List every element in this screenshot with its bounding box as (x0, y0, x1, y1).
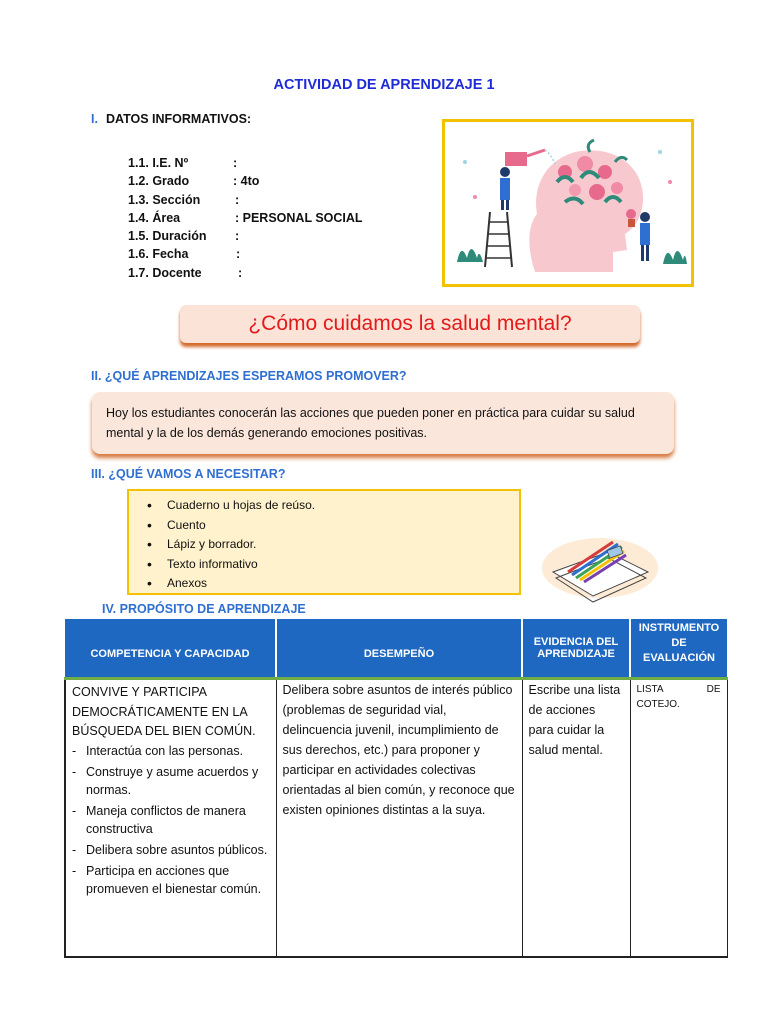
cell-competencia (65, 679, 276, 958)
illustration-graphic (445, 122, 691, 284)
header-evidencia: EVIDENCIA DEL APRENDIZAJE (522, 619, 630, 679)
section-4-heading: IV. PROPÓSITO DE APRENDIZAJE (102, 602, 306, 616)
list-item: - Interactúa con las personas. (72, 742, 270, 760)
datos-key: 1.6. Fecha (128, 247, 189, 262)
section-1-heading (91, 112, 251, 126)
list-item: • Cuaderno u hojas de reúso. (147, 496, 315, 516)
header-competencia: COMPETENCIA Y CAPACIDAD (65, 619, 276, 679)
header-desempeno: DESEMPEÑO (276, 619, 522, 679)
section-1-label: DATOS INFORMATIVOS: (105, 112, 252, 126)
datos-key: 1.3. Sección (128, 192, 201, 207)
section-1-number: I. (91, 112, 98, 126)
datos-value: : (236, 247, 241, 262)
list-item: • Cuento (147, 516, 315, 536)
list-item: • Texto informativo (147, 555, 315, 575)
datos-value: : (238, 265, 243, 280)
table-header-row (65, 619, 727, 679)
datos-key: 1.1. I.E. Nº (128, 156, 189, 170)
datos-value: : (235, 192, 240, 207)
school-supplies-illustration (538, 522, 660, 606)
cell-evidencia: Escribe una lista de acciones para cuidar la salud mental. (522, 679, 630, 958)
list-item: - Construye y asume acuerdos y normas. (72, 763, 270, 799)
datos-key: 1.5. Duración (128, 229, 207, 244)
list-item: - Delibera sobre asuntos públicos. (72, 841, 270, 859)
materials-list (147, 496, 315, 594)
purpose-table (64, 619, 728, 958)
learning-purpose-text: Hoy los estudiantes conocerán las acciones que pueden poner en práctica para cuidar su salud mental y la de los demás generando emociones positivas. (106, 406, 635, 440)
datos-value: : (235, 229, 240, 244)
datos-value: : (233, 156, 238, 170)
datos-key: 1.2. Grado (128, 174, 190, 189)
learning-purpose-box (92, 392, 674, 454)
section-2-heading: II. ¿QUÉ APRENDIZAJES ESPERAMOS PROMOVER? (91, 369, 407, 383)
mental-health-illustration (442, 119, 694, 287)
capacidades-list (72, 742, 270, 898)
datos-key: 1.4. Área (128, 210, 181, 225)
page-title: ACTIVIDAD DE APRENDIZAJE 1 (273, 77, 495, 93)
datos-value: : 4to (233, 174, 260, 189)
header-instrumento: INSTRUMENTO DE EVALUACIÓN (630, 619, 727, 679)
list-item: • Lápiz y borrador. (147, 535, 315, 555)
supplies-graphic (538, 522, 660, 606)
list-item: - Maneja conflictos de manera constructiva (72, 802, 270, 838)
section-3-heading: III. ¿QUÉ VAMOS A NECESITAR? (91, 467, 286, 481)
datos-value: : PERSONAL SOCIAL (235, 210, 363, 225)
competencia-title: CONVIVE Y PARTICIPA DEMOCRÁTICAMENTE EN LA BÚSQUEDA DEL BIEN COMÚN. (72, 685, 256, 738)
list-item: • Anexos (147, 574, 315, 594)
list-item: - Participa en acciones que promueven el bienestar común. (72, 862, 270, 898)
materials-box (127, 489, 521, 595)
cell-instrumento: LISTA DE COTEJO. (630, 679, 727, 958)
datos-key: 1.7. Docente (128, 265, 202, 280)
cell-desempeno: Delibera sobre asuntos de interés público (problemas de seguridad vial, delincuencia juvenil, incumplimiento de sus derechos, etc.) para proponer y participar en actividades colectivas orientadas al bien común, y reconoce que existen opiniones distintas a la suya. (276, 679, 522, 958)
table-row (65, 679, 727, 958)
main-question: ¿Cómo cuidamos la salud mental? (180, 305, 640, 343)
